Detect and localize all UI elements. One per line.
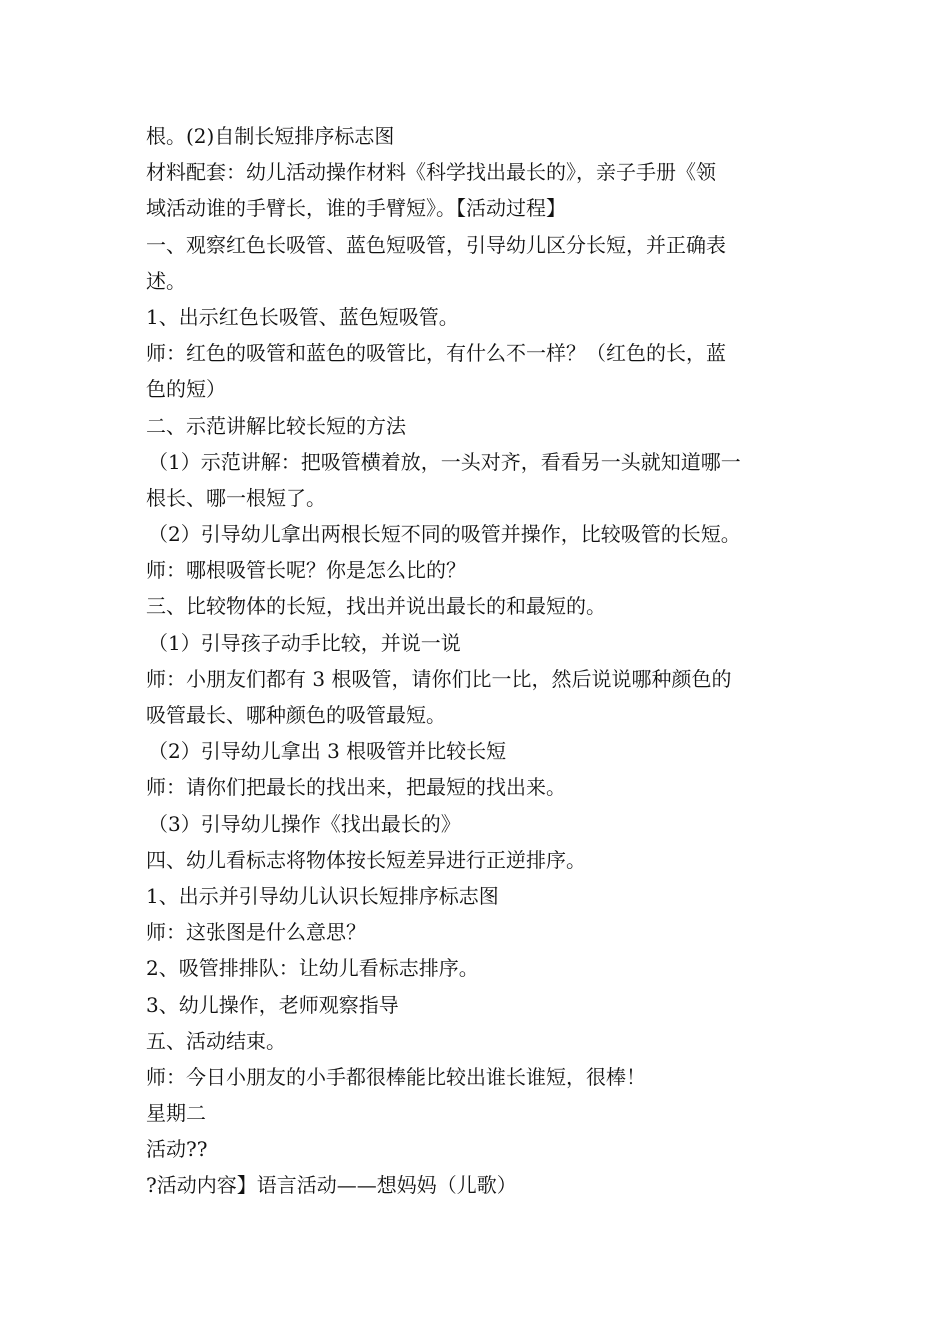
text-line: 域活动谁的手臂长，谁的手臂短》。【活动过程】	[146, 196, 566, 221]
text-line: 师：哪根吸管长呢？你是怎么比的？	[146, 558, 466, 583]
text-line: 师：今日小朋友的小手都很棒能比较出谁长谁短，很棒！	[146, 1064, 646, 1089]
text-line: （1）引导孩子动手比较，并说一说	[148, 630, 461, 655]
text-line: 活动??	[146, 1137, 208, 1162]
text-line: 根长、哪一根短了。	[146, 485, 326, 510]
text-line: 色的短）	[146, 377, 226, 402]
document-body	[146, 118, 810, 1204]
section-heading: 三、比较物体的长短，找出并说出最长的和最短的。	[146, 594, 606, 619]
section-heading: 五、活动结束。	[146, 1028, 286, 1053]
text-line: 材料配套：幼儿活动操作材料《科学找出最长的》，亲子手册《领	[146, 160, 716, 185]
text-line: 师：这张图是什么意思？	[146, 920, 366, 945]
text-line: 师：小朋友们都有 3 根吸管，请你们比一比，然后说说哪种颜色的	[146, 666, 732, 691]
text-line: （1）示范讲解：把吸管横着放，一头对齐，看看另一头就知道哪一	[148, 449, 741, 474]
text-line: 吸管最长、哪种颜色的吸管最短。	[146, 703, 446, 727]
text-line: 3、幼儿操作，老师观察指导	[146, 992, 399, 1017]
text-line: 述。	[146, 268, 186, 293]
text-line: 2、吸管排排队：让幼儿看标志排序。	[146, 956, 479, 981]
text-line: 星期二	[146, 1101, 206, 1126]
text-line: 根。(2)自制长短排序标志图	[146, 124, 395, 148]
text-line: 一、观察红色长吸管、蓝色短吸管，引导幼儿区分长短，并正确表	[146, 232, 726, 257]
text-line: 1、出示并引导幼儿认识长短排序标志图	[146, 883, 499, 908]
text-line: （3）引导幼儿操作《找出最长的》	[148, 811, 461, 836]
text-line: 师：红色的吸管和蓝色的吸管比，有什么不一样？（红色的长，蓝	[146, 341, 726, 366]
text-line: （2）引导幼儿拿出两根长短不同的吸管并操作，比较吸管的长短。	[148, 522, 741, 547]
text-line: 1、出示红色长吸管、蓝色短吸管。	[146, 304, 459, 329]
text-line: ?活动内容】语言活动——想妈妈（儿歌）	[146, 1173, 517, 1198]
text-line: 师：请你们把最长的找出来，把最短的找出来。	[146, 775, 566, 800]
section-heading: 四、幼儿看标志将物体按长短差异进行正逆排序。	[146, 847, 586, 872]
section-heading: 二、示范讲解比较长短的方法	[146, 413, 406, 438]
text-line: （2）引导幼儿拿出 3 根吸管并比较长短	[148, 739, 507, 764]
